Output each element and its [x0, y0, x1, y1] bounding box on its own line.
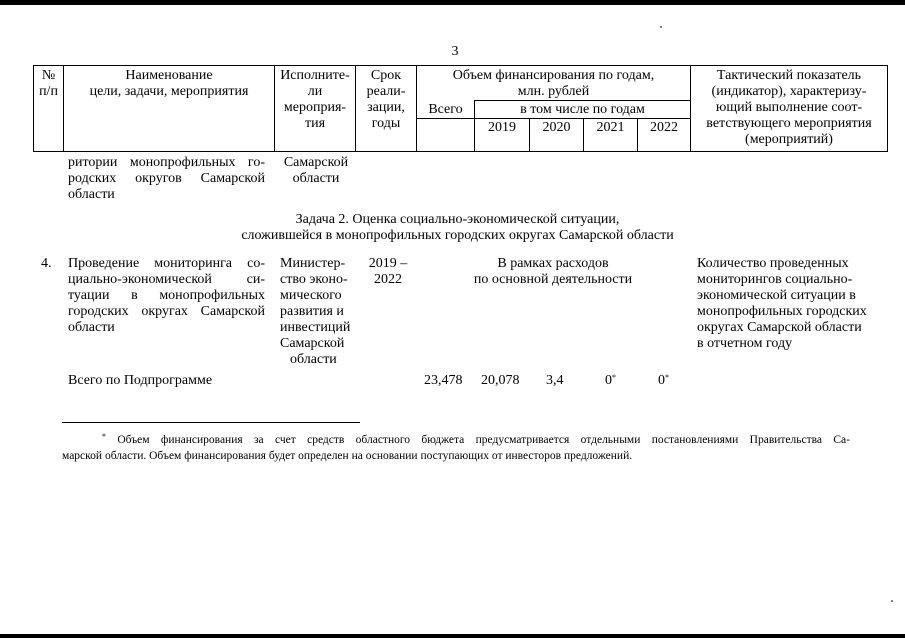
header-year-2019: 2019 [488, 120, 516, 135]
row4-funding: В рамках расходов по основной деятельности [473, 256, 633, 287]
header-year-2022: 2022 [650, 120, 678, 135]
cont-row-name: ритории монопрофильных го- родских округов Самарской области [68, 155, 265, 202]
footnote: * Объем финансирования за счет средств областного бюджета предусматривается отдельными постановлениями Правительства Са- марской области. Объем финансирования будет определен на основании поступающих от инвесторов предложений. [62, 432, 850, 462]
header-term: Срок реали- зации, годы [366, 68, 406, 131]
page-number: 3 [451, 44, 459, 59]
total-2019: 20,078 [481, 373, 520, 388]
row4-term: 2019 – 2022 [368, 256, 408, 287]
header-total: Всего [428, 102, 463, 117]
row4-num: 4. [41, 256, 52, 271]
total-2020: 3,4 [546, 373, 564, 388]
total-2022: 0* [658, 373, 669, 388]
header-executor: Исполните- ли мероприя- тия [280, 68, 350, 131]
header-name: Наименование цели, задачи, мероприятия [89, 68, 249, 99]
cont-row-executor: Самарской области [283, 155, 349, 186]
scan-speck [891, 600, 893, 602]
header-year-2021: 2021 [596, 120, 625, 135]
total-value: 23,478 [424, 373, 463, 388]
header-year-2020: 2020 [542, 120, 571, 135]
scan-bottom-border [0, 634, 905, 638]
header-indicator: Тактический показатель (индикатор), характеризу- ющий выполнение соот- ветствующего мероприятия (мероприятий) [706, 68, 872, 147]
header-num: № п/п [39, 68, 58, 99]
row4-executor: Министер- ство эконо- мического развития и инвестиций Самарской области [280, 256, 351, 367]
total-2021: 0* [605, 373, 616, 388]
task-heading: Задача 2. Оценка социально-экономической ситуации, сложившейся в монопрофильных городских округах Самарской области [241, 212, 674, 243]
row4-name: Проведение мониторинга со- циально-экономической си- туации в монопрофильных городских округах Самарской области [68, 256, 265, 335]
row4-indicator: Количество проведенных мониторингов социально- экономической ситуации в монопрофильных городских округах Самарской области в отчетном году [697, 256, 867, 351]
header-by-years: в том числе по годам [520, 102, 645, 117]
scan-top-border [0, 0, 905, 5]
total-label: Всего по Подпрограмме [68, 373, 213, 388]
header-funding-title: Объем финансирования по годам, млн. рублей [452, 68, 655, 99]
footnote-separator [62, 422, 360, 423]
scan-speck [660, 26, 662, 28]
